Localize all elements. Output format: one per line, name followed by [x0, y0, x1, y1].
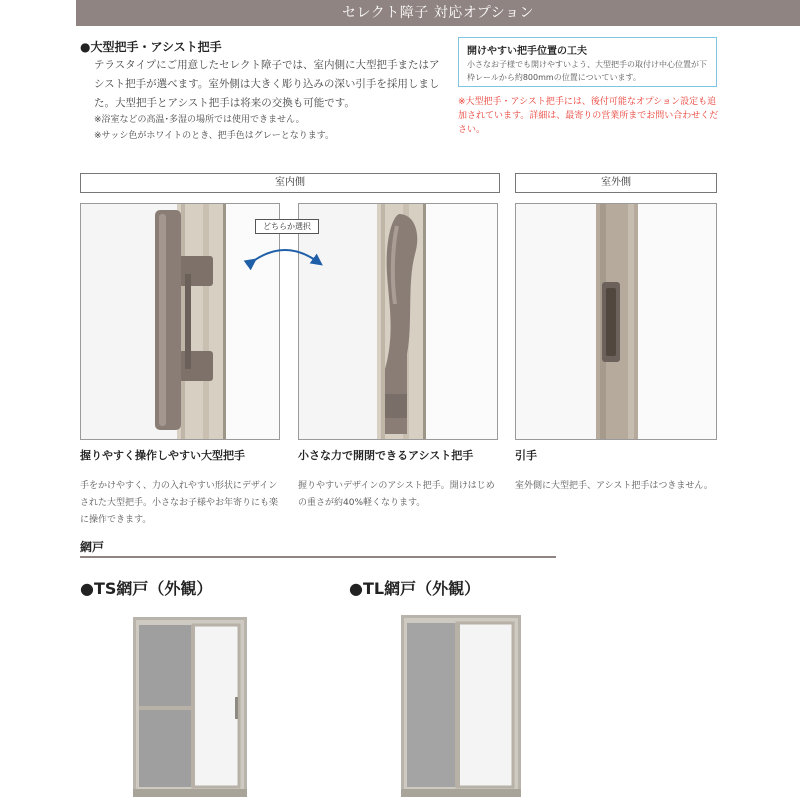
caption-body: 室外側に大型把手、アシスト把手はつきません。: [515, 481, 713, 491]
tip-body: 小さなお子様でも開けやすいよう、大型把手の取付け中心位置が下枠レールから約800mmの位置についています。: [467, 60, 707, 82]
caption-title: 小さな力で開閉できるアシスト把手: [298, 449, 474, 462]
tl-screen-title: ●TL網戸（外観）: [349, 579, 481, 598]
tl-screen-window-image: [401, 615, 521, 797]
tip-box: [458, 37, 717, 87]
outdoor-label: 室外側: [515, 173, 717, 193]
tip-title: 開けやすい把手位置の工夫: [467, 46, 587, 57]
screen-heading: 網戸: [80, 540, 105, 554]
caption-body: 握りやすいデザインのアシスト把手。開けはじめの重さが約40%軽くなります。: [298, 481, 495, 508]
intro-note: ※浴室などの高温･多湿の場所では使用できません。: [94, 115, 305, 125]
ts-screen-title: ●TS網戸（外観）: [80, 579, 213, 598]
caption-title: 引手: [515, 449, 537, 462]
indoor-label: 室内側: [80, 173, 500, 193]
caption-body: 手をかけやすく、力の入れやすい形状にデザインされた大型把手。小さなお子様やお年寄りにも楽に操作できます。: [80, 481, 279, 525]
ts-screen-window-image: [133, 617, 247, 797]
pull-handle-photo: [515, 203, 717, 440]
double-arrow-icon: [240, 236, 330, 270]
header-title: セレクト障子 対応オプション: [342, 5, 534, 21]
intro-title: ●大型把手・アシスト把手: [80, 40, 222, 54]
caption-title: 握りやすく操作しやすい大型把手: [80, 449, 245, 462]
header-banner: [76, 0, 800, 26]
intro-note: ※サッシ色がホワイトのとき、把手色はグレーとなります。: [94, 131, 335, 141]
divider: [80, 556, 556, 558]
pull-handle-image: [516, 204, 716, 439]
choice-badge: どちらか選択: [255, 219, 319, 234]
option-note: ※大型把手・アシスト把手には、後付可能なオプション設定も追加されています。詳細は、最寄りの営業所までお問い合わせください。: [458, 97, 719, 135]
intro-body: テラスタイプにご用意したセレクト障子では、室内側に大型把手またはアシスト把手が選べます。室外側は大きく彫り込みの深い引手を採用しました。大型把手とアシスト把手は将来の交換も可能です。: [94, 59, 440, 109]
